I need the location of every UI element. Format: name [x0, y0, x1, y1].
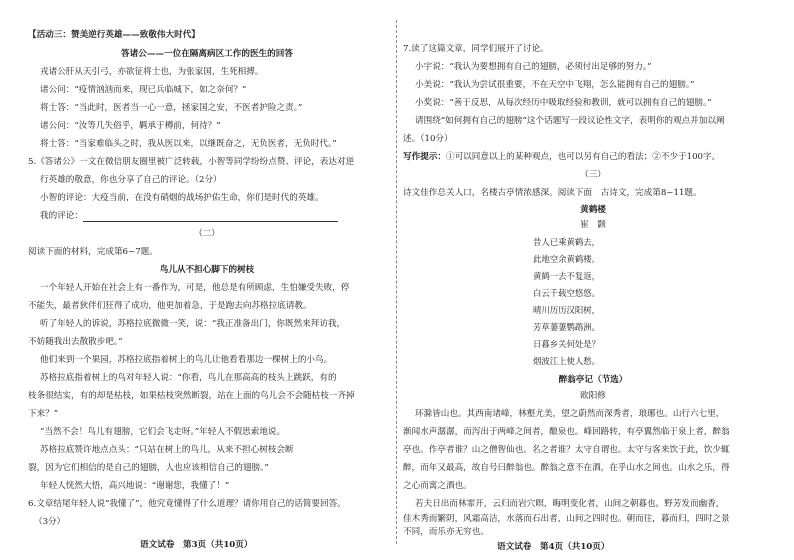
- tips-label: 写作提示：: [403, 152, 446, 162]
- discussion-line: 请围绕“如何拥有自己的翅膀”这个话题写一段议论性文字，表明你的观点并加以阐: [415, 116, 725, 126]
- page-footer: 语文试卷 第4页（共10页）: [497, 542, 610, 552]
- text-line: 将士答：“当此时，医者当一心一意，拯家国之安，不医者护险之责。”: [40, 103, 303, 113]
- section-three: （三）: [580, 170, 606, 180]
- text-line: 戎诸公肝从天引弓，亦欲征将士也，为张家国，生死相搏。: [40, 67, 264, 77]
- article-line: 一个年轻人开始在社会上有一番作为，可是，他总是有所顾虑，生怕嫌受失败，停: [40, 283, 350, 293]
- prose-line: 亭也。作亭者谁？山之僧智仙也。名之者谁？太守自谓也。太守与客来饮于此，饮少辄: [403, 445, 730, 455]
- poem-line: 白云千载空悠悠。: [533, 288, 600, 298]
- prose-line: 不同，而乐亦无穷也。: [403, 527, 489, 537]
- text-line: 诸公问：“疫情汹汹而来，现已兵临城下，如之奈何？”: [40, 85, 247, 95]
- activity-title: 【活动三：赞美逆行英雄——致敬伟大时代】: [28, 30, 200, 40]
- text-line: 将士答：“当家难临头之时，我从医以来，以继既奋之，无负医者，无负时代。”: [40, 139, 337, 149]
- poem-line: 日暮乡关何处是？: [533, 339, 600, 349]
- article-line: 枝条很结实，有的却是枯枝，如果枯枝突然断裂，站在上面的鸟儿会不会随枯枝一齐掉: [28, 391, 355, 401]
- prose-title: 醉翁亭记（节选）: [558, 375, 628, 385]
- read-instruction: 阅读下面的材料，完成第6~7题。: [28, 247, 158, 257]
- discussion-line: 述。（10分）: [403, 134, 453, 144]
- prose-line: 之心而寓之酒也。: [403, 481, 472, 491]
- poem-line: 芳草萋萋鹦鹉洲。: [533, 322, 600, 332]
- poem-line: 黄鹤一去不复返，: [533, 271, 600, 281]
- tips-text: ①可以同意以上的某种观点，也可以另有自己的看法；②不少于100字。: [445, 152, 721, 162]
- poem-title: 答诸公——一位在隔离病区工作的医生的回答: [121, 49, 293, 59]
- article-line: 年轻人恍然大悟，高兴地说：“谢谢您，我懂了！”: [40, 481, 230, 491]
- prose-line: 佳木秀而繁阴，风霜高洁，水落而石出者，山间之四时也。朝而往，暮而归，四时之景: [403, 514, 730, 524]
- poetry-instruction: 诗文佳作总关人口，名楼古亭情浓感深。阅读下面 古诗文，完成第8~11题。: [403, 188, 702, 198]
- question-6: 6.文章结尾年轻人说“我懂了”，他究竟懂得了什么道理？请你用自己的话简要回答。: [28, 499, 346, 509]
- article-line: 他们来到一个果园，苏格拉底指着树上的鸟儿让他看看那边一棵树上的小鸟。: [40, 355, 333, 365]
- poem-line: 晴川历历汉阳树，: [533, 305, 600, 315]
- discussion-line: 小美说：“我认为尝试很重要，不在天空中飞翔，怎么能拥有自己的翅膀。”: [415, 80, 695, 90]
- article-title: 鸟儿从不担心脚下的树枝: [159, 265, 255, 275]
- prose-author: 欧阳修: [580, 391, 606, 401]
- poem-line: 此地空余黄鹤楼。: [533, 254, 600, 264]
- discussion-line: 小奖说：“善于反思，从每次经历中吸取经验和教训，就可以拥有自己的翅膀。”: [415, 98, 712, 108]
- question-5-cont: 行英雄的敬意，你也分享了自己的评论。（2分）: [40, 175, 222, 185]
- my-comment-label: [40, 211, 338, 222]
- article-line: 不能失，最者狄伴们狂得了成功，他更加着急，于是跑去向苏格拉底请教。: [28, 301, 312, 311]
- poem-title: 黄鹤楼: [580, 205, 606, 215]
- article-line: 不妨随我出去散散步吧。”: [28, 337, 123, 347]
- article-line: 裂，因为它们相信的是自己的翅膀，人也应该相信自己的翅膀。”: [28, 463, 269, 473]
- prose-line: 若夫日出而林霏开，云归而岩穴暝，晦明变化者，山间之朝暮也。野芳发而幽香，: [415, 499, 725, 509]
- article-line: 下来？”: [28, 409, 59, 419]
- question-6-points: （3分）: [34, 517, 66, 527]
- prose-line: 环滁皆山也。其西南诸峰，林壑尤美，望之蔚然而深秀者，琅琊也。山行六七里，: [415, 409, 725, 419]
- question-5: 5.《答诸公》一文在微信朋友圈里被广泛转载，小智等同学纷纷点赞、评论，表达对逆: [28, 157, 355, 167]
- poem-line: 昔人已乘黄鹤去，: [533, 237, 600, 247]
- article-line: 苏格拉底指着树上的鸟对年轻人说：“你看，鸟儿在那高高的枝头上跳跃，有的: [40, 373, 337, 383]
- prose-line: 渐闻水声潺潺，而泻出于两峰之间者，酿泉也。峰回路转，有亭翼然临于泉上者，醉翁: [403, 427, 730, 437]
- section-two: （二）: [194, 229, 220, 239]
- article-line: 听了年轻人的诉说，苏格拉底微微一笑，说：“我正准备出门，你既然来拜访我，: [40, 319, 346, 329]
- my-comment-prompt: 我的评论：: [40, 211, 83, 221]
- article-line: 苏格拉底赞许地点点头：“只站在树上的鸟儿，从来不担心树枝会断: [40, 445, 294, 455]
- writing-tips: [403, 152, 720, 163]
- prose-line: 醉，而年又最高，故自号曰醉翁也。醉翁之意不在酒，在乎山水之间也。山水之乐，得: [403, 463, 730, 473]
- article-line: “当然不会！鸟儿有翅膀，它们会飞走呀。”年轻人不假思索地说。: [40, 427, 286, 437]
- text-line: 诸公问：“汝等几失俗乎，羁承于樽前，何待？”: [40, 121, 221, 131]
- discussion-line: 小宇说：“我认为要想拥有自己的翅膀，必须付出足够的努力。”: [415, 62, 652, 72]
- question-7: 7.读了这篇文章，同学们展开了讨论。: [403, 44, 549, 54]
- poem-author: 崔 颢: [580, 220, 606, 230]
- right-page: [397, 0, 794, 560]
- xiaozhi-comment: 小智的评论：大疫当前，在没有硝烟的战场护佑生命，你们是时代的英雄。: [40, 193, 324, 203]
- page-footer: 语文试卷 第3页（共10页）: [140, 540, 253, 550]
- answer-line[interactable]: [83, 213, 338, 222]
- poem-line: 烟波江上使人愁。: [533, 356, 600, 366]
